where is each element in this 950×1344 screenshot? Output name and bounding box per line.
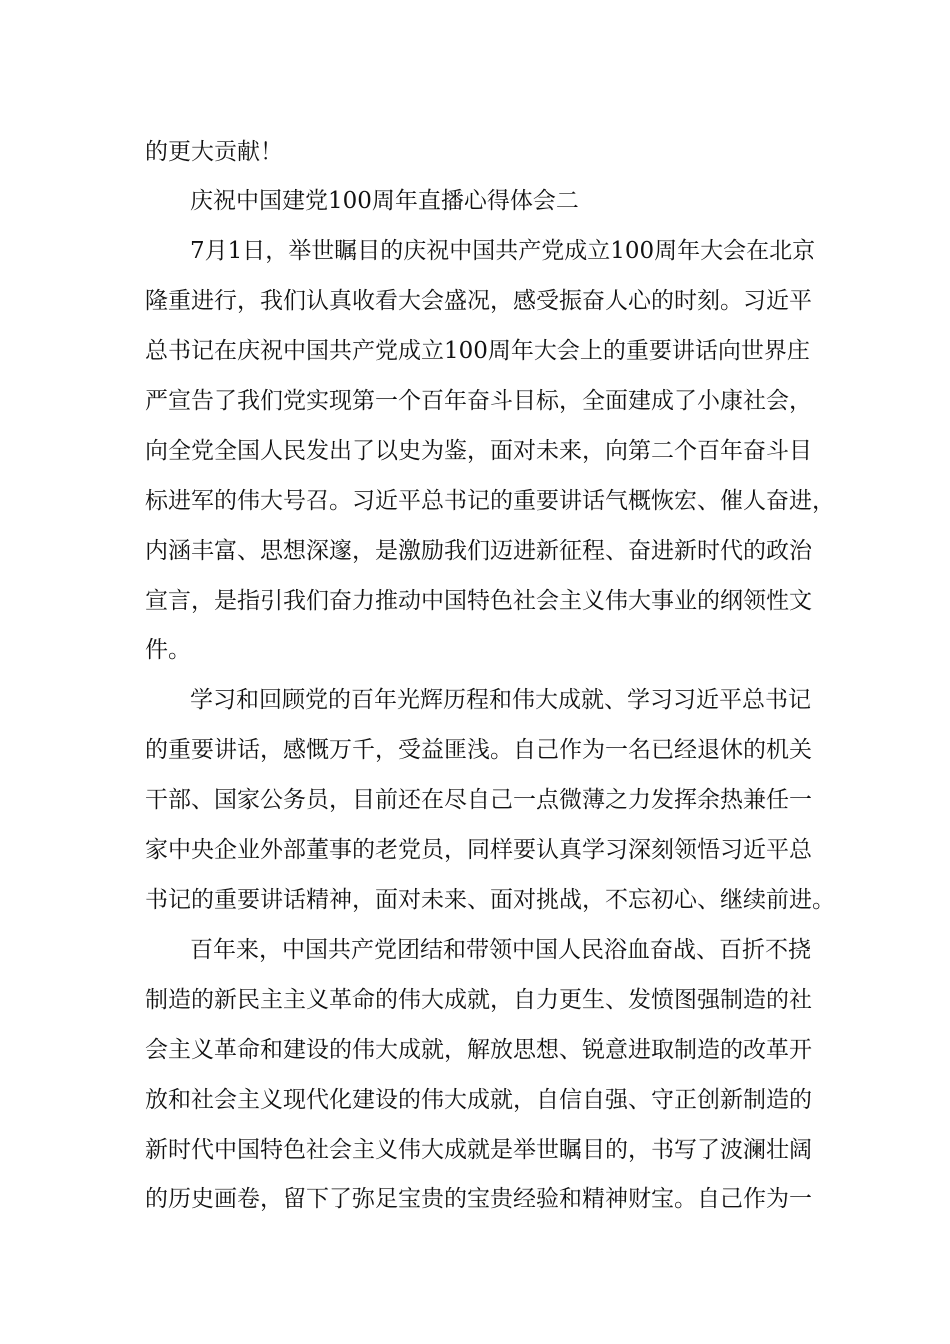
text-line: 制造的新民主主义革命的伟大成就，自力更生、发愤图强制造的社 [145, 987, 812, 1013]
text-line: 隆重进行，我们认真收看大会盛况，感受振奋人心的时刻。习近平 [145, 288, 812, 314]
text-line: 学习和回顾党的百年光辉历程和伟大成就、学习习近平总书记 [190, 687, 811, 713]
text-line: 书记的重要讲话精神，面对未来、面对挑战，不忘初心、继续前进。 [145, 887, 835, 913]
text-line: 新时代中国特色社会主义伟大成就是举世瞩目的，书写了波澜壮阔 [145, 1137, 812, 1163]
text-line: 7月1日，举世瞩目的庆祝中国共产党成立100周年大会在北京 [190, 238, 816, 264]
text-line: 件。 [145, 637, 191, 663]
text-line: 内涵丰富、思想深邃，是激励我们迈进新征程、奋进新时代的政治 [145, 538, 812, 564]
text-line: 标进军的伟大号召。习近平总书记的重要讲话气概恢宏、催人奋进， [145, 488, 835, 514]
text-line: 向全党全国人民发出了以史为鉴，面对未来，向第二个百年奋斗目 [145, 438, 812, 464]
text-line: 会主义革命和建设的伟大成就，解放思想、锐意进取制造的改革开 [145, 1037, 812, 1063]
text-line: 百年来，中国共产党团结和带领中国人民浴血奋战、百折不挠 [190, 937, 811, 963]
section-heading: 庆祝中国建党100周年直播心得体会二 [190, 188, 579, 214]
text-line: 的历史画卷，留下了弥足宝贵的宝贵经验和精神财宝。自己作为一 [145, 1186, 812, 1212]
text-line: 总书记在庆祝中国共产党成立100周年大会上的重要讲话向世界庄 [145, 338, 810, 364]
text-line: 干部、国家公务员，目前还在尽自己一点微薄之力发挥余热兼任一 [145, 787, 812, 813]
text-line: 的更大贡献！ [145, 139, 283, 165]
text-line: 宣言，是指引我们奋力推动中国特色社会主义伟大事业的纲领性文 [145, 588, 812, 614]
text-line: 严宣告了我们党实现第一个百年奋斗目标，全面建成了小康社会， [145, 388, 812, 414]
text-line: 家中央企业外部董事的老党员，同样要认真学习深刻领悟习近平总 [145, 837, 812, 863]
text-line: 的重要讲话，感慨万千，受益匪浅。自己作为一名已经退休的机关 [145, 737, 812, 763]
text-line: 放和社会主义现代化建设的伟大成就，自信自强、守正创新制造的 [145, 1087, 812, 1113]
